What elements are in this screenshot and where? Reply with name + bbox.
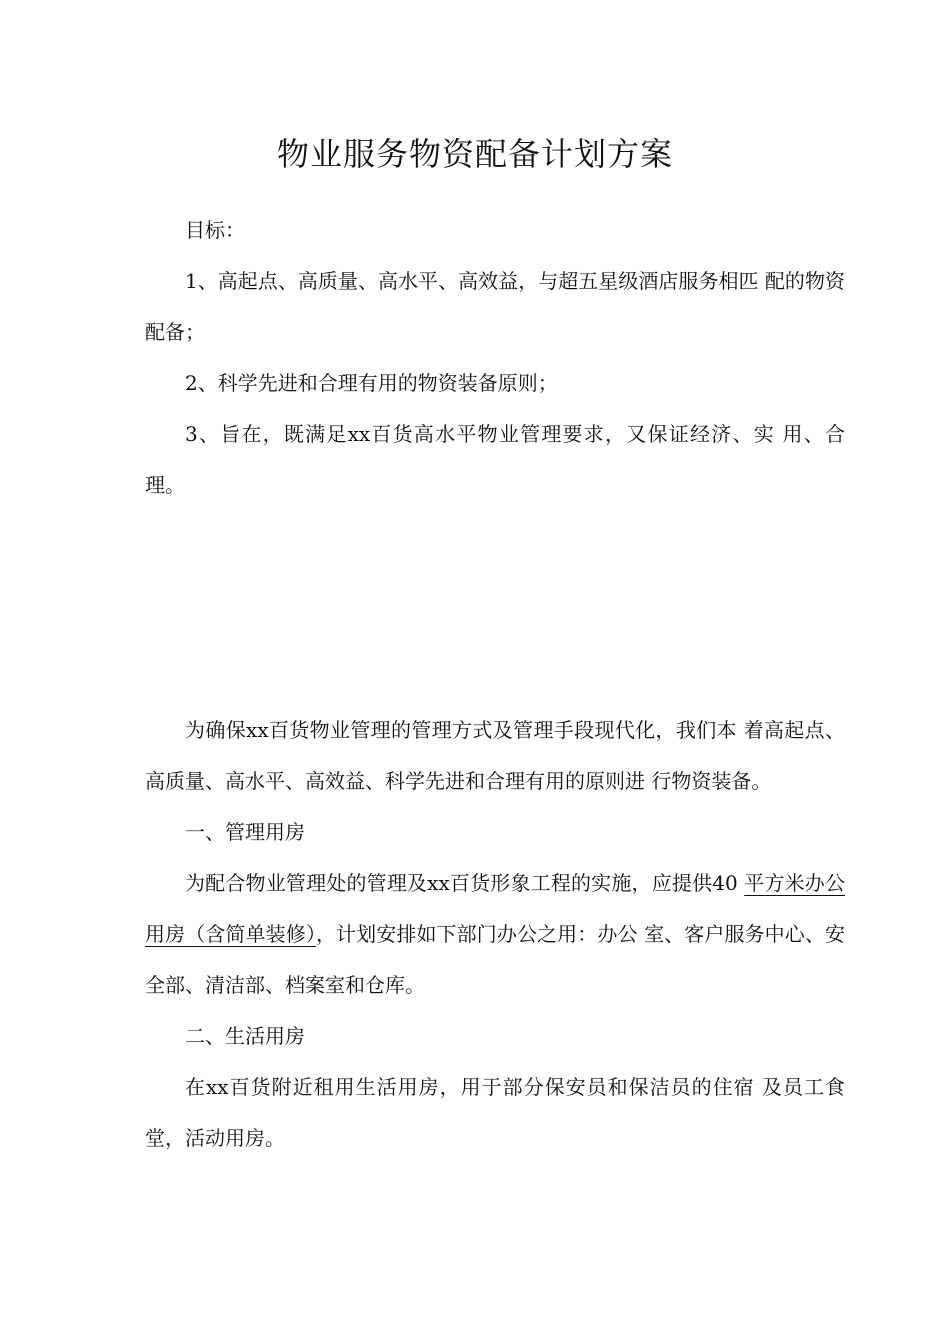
section-1-text-start: 为配合物业管理处的管理及xx百货形象工程的实施，应提供40 [185,871,745,895]
section-2-heading: 二、生活用房 [185,1024,305,1048]
section-1-underlined-text: 平方米办公用房（含简单装修） [145,871,845,946]
goal-item-1: 1、高起点、高质量、高水平、高效益，与超五星级酒店服务相匹 配的物资配备； [145,269,845,344]
goals-section [145,205,845,511]
goals-heading: 目标： [185,218,245,242]
document-title: 物业服务物资配备计划方案 [276,135,673,173]
section-2-paragraph: 在xx百货附近租用生活用房，用于部分保安员和保洁员的住宿 及员工食堂，活动用房。 [145,1075,845,1150]
goal-item-2: 2、科学先进和合理有用的物资装备原则； [185,371,558,395]
section-1-heading: 一、管理用房 [185,820,305,844]
main-section [145,705,845,1164]
goal-item-3: 3、旨在，既满足xx百货高水平物业管理要求，又保证经济、实 用、合理。 [145,422,845,497]
section-1-text-end: ，计划安排如下部门办公之用：办公 室、客户服务中心、安全部、清洁部、档案室和仓库。 [145,922,845,997]
intro-paragraph: 为确保xx百货物业管理的管理方式及管理手段现代化，我们本 着高起点、高质量、高水平、高效益、科学先进和合理有用的原则进 行物资装备。 [145,718,845,793]
section-1-paragraph [145,858,845,1011]
